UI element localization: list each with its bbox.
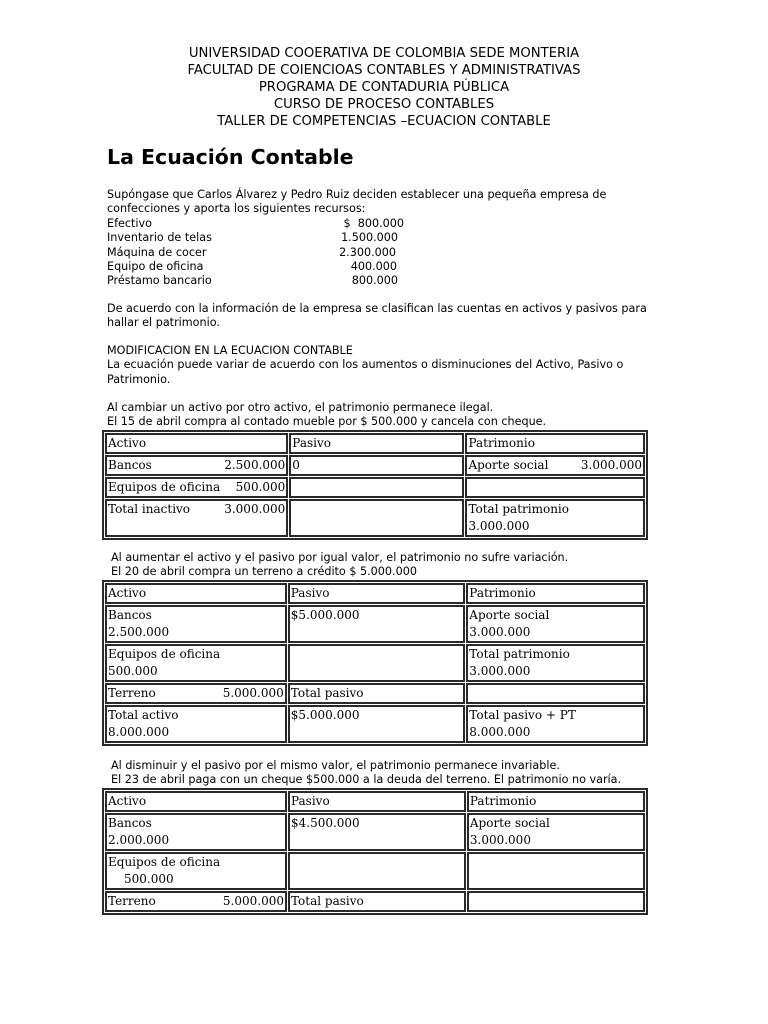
resource-label: Inventario de telas	[107, 231, 212, 245]
resource-row	[107, 231, 427, 245]
account-label: Bancos	[108, 608, 152, 622]
modification-line: Patrimonio.	[107, 372, 171, 386]
case1-description	[107, 401, 667, 430]
equity-label: Total patrimonio	[469, 647, 570, 661]
case2-transaction: El 20 de abril compra un terreno a crédito $ 5.000.000	[111, 565, 417, 579]
intro-line: confecciones y aporta los siguientes recursos:	[107, 202, 366, 216]
account-value: 500.000	[108, 664, 158, 678]
intro-line: Supóngase que Carlos Álvarez y Pedro Ruiz deciden establecer una pequeña empresa de	[107, 188, 607, 201]
equity-label: Total patrimonio	[468, 502, 569, 516]
empty-cell	[289, 477, 464, 498]
case1-transaction: El 15 de abril compra al contado mueble por $ 500.000 y cancela con cheque.	[107, 415, 547, 429]
empty-cell	[466, 683, 645, 704]
table-row	[105, 705, 645, 743]
account-value: 8.000.000	[108, 725, 170, 739]
account-value: 3.000.000	[224, 502, 286, 516]
equity-label: Aporte social	[469, 608, 550, 622]
pasivo-value: Total pasivo	[288, 891, 466, 912]
resource-row	[107, 246, 427, 260]
case3-description	[111, 759, 671, 788]
resource-value: 400.000	[350, 259, 397, 273]
header-workshop: TALLER DE COMPETENCIAS –ECUACION CONTABLE	[217, 114, 551, 129]
account-label: Bancos	[108, 458, 152, 472]
case2-equation-table	[102, 580, 648, 746]
table-row	[105, 852, 645, 890]
header-patrimonio: Patrimonio	[465, 433, 645, 454]
table-row	[105, 455, 645, 476]
pasivo-value: $5.000.000	[288, 705, 466, 743]
equity-value: 3.000.000	[469, 664, 531, 678]
classification-line: hallar el patrimonio.	[107, 316, 220, 330]
pasivo-value: $4.500.000	[288, 813, 466, 851]
equity-value: 3.000.000	[469, 833, 531, 847]
resource-label: Efectivo	[107, 217, 153, 230]
header-patrimonio: Patrimonio	[466, 583, 645, 604]
empty-cell	[288, 644, 466, 682]
document-header	[0, 45, 768, 130]
modification-line: La ecuación puede variar de acuerdo con los aumentos o disminuciones del Activo, Pasivo o	[107, 358, 624, 372]
table-row	[105, 644, 645, 682]
header-pasivo: Pasivo	[288, 791, 466, 812]
pasivo-value: Total pasivo	[288, 683, 466, 704]
intro-paragraph	[107, 188, 667, 217]
header-activo: Activo	[105, 583, 287, 604]
empty-cell	[467, 852, 645, 890]
case3-transaction: El 23 de abril paga con un cheque $500.000 a la deuda del terreno. El patrimonio no varía.	[111, 773, 622, 787]
resource-row	[107, 217, 427, 231]
resource-value: 1.500.000	[341, 231, 398, 245]
section-heading: MODIFICACION EN LA ECUACION CONTABLE	[107, 344, 353, 357]
resource-value: 2.300.000	[339, 245, 396, 259]
account-label: Terreno	[108, 686, 156, 700]
case1-equation-table	[102, 430, 648, 540]
classification-paragraph	[107, 302, 667, 331]
account-value: 2.000.000	[108, 833, 170, 847]
modification-section	[107, 344, 667, 387]
resource-label: Máquina de cocer	[107, 245, 207, 259]
header-activo: Activo	[105, 791, 287, 812]
equity-value: 3.000.000	[580, 458, 642, 472]
account-label: Total inactivo	[108, 502, 191, 516]
resource-value: 800.000	[351, 274, 398, 288]
table-row	[105, 477, 645, 498]
pasivo-value: 0	[289, 455, 464, 476]
empty-cell	[289, 499, 464, 537]
case3-rule: Al disminuir y el pasivo por el mismo valor, el patrimonio permanece invariable.	[111, 759, 560, 772]
empty-cell	[288, 852, 466, 890]
account-label: Equipos de oficina	[108, 647, 221, 661]
empty-cell	[465, 477, 645, 498]
account-label: Equipos de oficina	[108, 855, 221, 869]
page-title: La Ecuación Contable	[107, 145, 354, 169]
account-label: Total activo	[108, 708, 179, 722]
account-label: Equipos de oficina	[108, 480, 221, 494]
table-header-row	[105, 791, 645, 812]
header-patrimonio: Patrimonio	[467, 791, 645, 812]
account-label: Bancos	[108, 816, 152, 830]
header-program: PROGRAMA DE CONTADURIA PÚBLICA	[258, 80, 510, 95]
account-value: 2.500.000	[108, 625, 170, 639]
equity-value: 3.000.000	[468, 519, 530, 533]
account-label: Terreno	[108, 894, 156, 908]
equity-value: 8.000.000	[469, 725, 531, 739]
table-row	[105, 813, 645, 851]
table-row	[105, 683, 645, 704]
account-value: 500.000	[124, 872, 174, 886]
equity-label: Total pasivo + PT	[469, 708, 576, 722]
account-value: 2.500.000	[224, 458, 286, 472]
header-pasivo: Pasivo	[289, 433, 464, 454]
table-row	[105, 499, 645, 537]
classification-line: De acuerdo con la información de la empresa se clasifican las cuentas en activos y pasivos para	[107, 302, 647, 315]
table-header-row	[105, 583, 645, 604]
case3-equation-table	[102, 788, 648, 915]
empty-cell	[467, 891, 645, 912]
equity-label: Aporte social	[469, 816, 550, 830]
case1-rule: Al cambiar un activo por otro activo, el patrimonio permanece ilegal.	[107, 401, 494, 414]
resources-list	[107, 217, 427, 288]
header-university: UNIVERSIDAD COOERATIVA DE COLOMBIA SEDE MONTERIA	[188, 46, 580, 61]
table-row	[105, 891, 645, 912]
header-activo: Activo	[105, 433, 288, 454]
account-value: 500.000	[235, 480, 286, 494]
header-pasivo: Pasivo	[288, 583, 466, 604]
resource-value: $ 800.000	[343, 217, 404, 230]
resource-label: Préstamo bancario	[107, 274, 212, 288]
resource-label: Equipo de oficina	[107, 259, 204, 273]
equity-label: Aporte social	[468, 458, 549, 472]
account-value: 5.000.000	[222, 894, 284, 908]
header-faculty: FACULTAD DE COIENCIOAS CONTABLES Y ADMINISTRATIVAS	[187, 63, 581, 78]
pasivo-value: $5.000.000	[288, 605, 466, 643]
equity-value: 3.000.000	[469, 625, 531, 639]
table-row	[105, 605, 645, 643]
table-header-row	[105, 433, 645, 454]
case2-rule: Al aumentar el activo y el pasivo por igual valor, el patrimonio no sufre variación.	[111, 551, 569, 564]
resource-row	[107, 260, 427, 274]
resource-row	[107, 274, 427, 288]
account-value: 5.000.000	[222, 686, 284, 700]
header-course: CURSO DE PROCESO CONTABLES	[273, 97, 495, 112]
case2-description	[111, 551, 671, 580]
